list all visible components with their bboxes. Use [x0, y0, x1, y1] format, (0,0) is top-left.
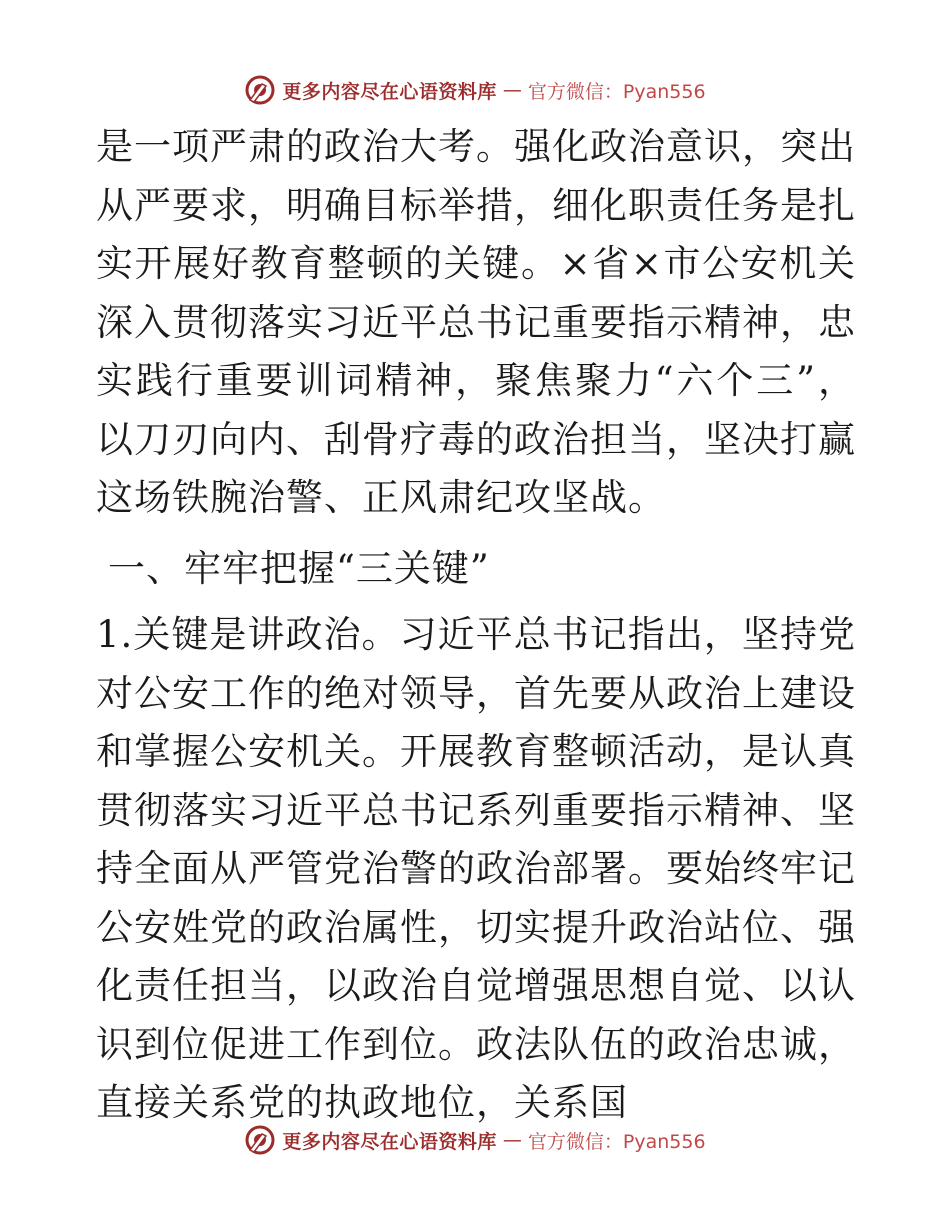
watermark-brand-text: 更多内容尽在心语资料库 [282, 80, 497, 103]
watermark-brand-text: 更多内容尽在心语资料库 [282, 1130, 497, 1153]
paragraph-point-1: 1.关键是讲政治。习近平总书记指出，坚持党对公安工作的绝对领导，首先要从政治上建设和掌握公安机关。开展教育整顿活动，是认真贯彻落实习近平总书记系列重要指示精神、坚持全面从严管党治警的政治部署。要始终牢记公安姓党的政治属性，切实提升政治站位、强化责任担当，以政治自觉增强思想自觉、以认识到位促进工作到位。政法队伍的政治忠诚，直接关系党的执政地位，关系国 [96, 613, 856, 1124]
watermark-wechat-text: 官方微信：Pyan556 [527, 1130, 706, 1153]
paragraph-intro: 是一项严肃的政治大考。强化政治意识，突出从严要求，明确目标举措，细化职责任务是扎实开展好教育整顿的关键。×省×市公安机关深入贯彻落实习近平总书记重要指示精神，忠实践行重要训词精神，聚焦聚力“六个三”，以刀刃向内、刮骨疗毒的政治担当，坚决打赢这场铁腕治警、正风肃纪攻坚战。 [96, 125, 856, 519]
watermark-dash: — [502, 1129, 522, 1151]
watermark-dash: — [502, 79, 522, 101]
header-watermark [0, 70, 950, 110]
section-heading: 一、牢牢把握“三关键” [108, 546, 490, 590]
brand-logo-icon [244, 1124, 276, 1156]
document-body [96, 118, 856, 1133]
brand-logo-icon [244, 74, 276, 106]
watermark-wechat-text: 官方微信：Pyan556 [527, 80, 706, 103]
footer-watermark [0, 1120, 950, 1160]
